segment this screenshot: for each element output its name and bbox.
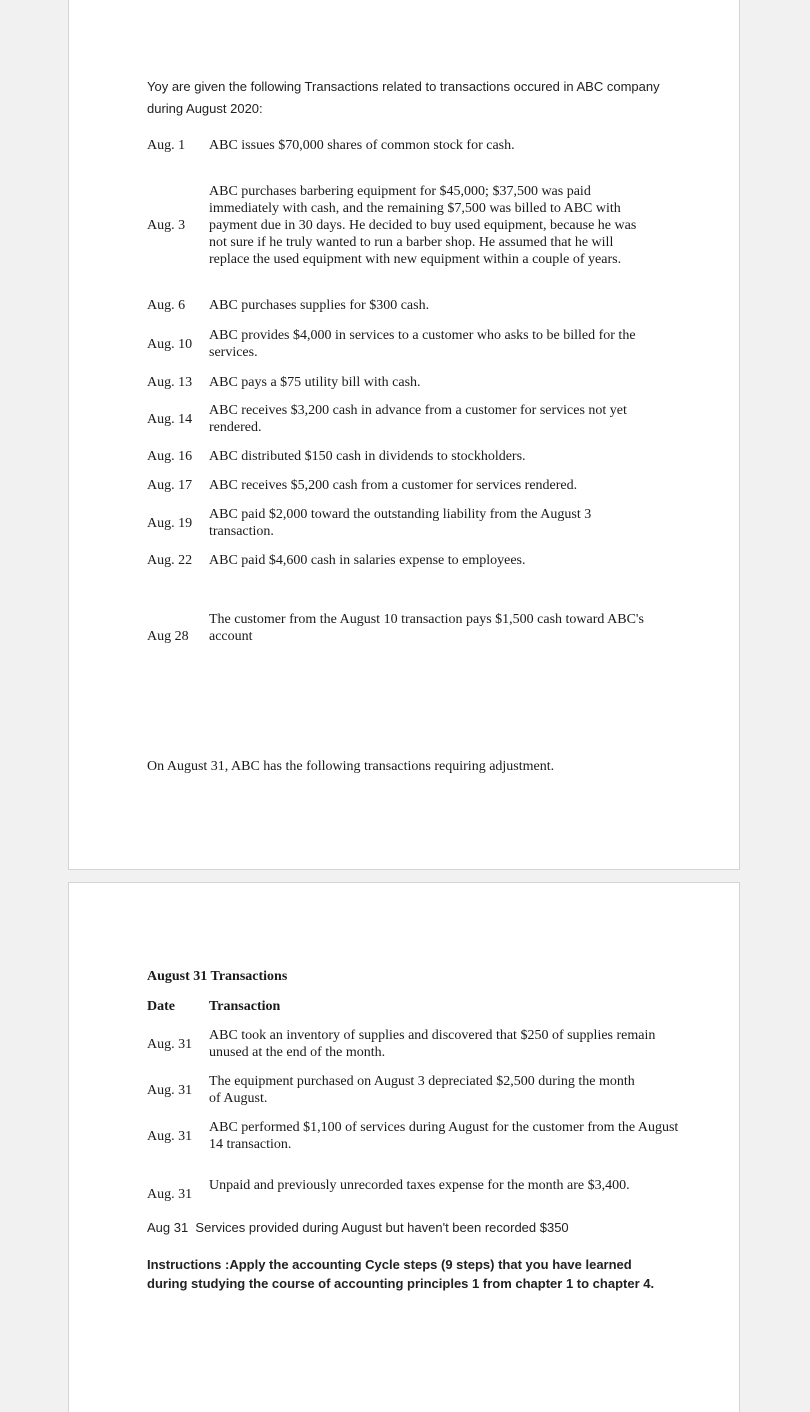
instructions-text: Instructions :Apply the accounting Cycle steps (9 steps) that you have learned during studying the course of accounting principles 1 from chapter 1 to chapter 4.	[147, 1257, 655, 1291]
transaction-date: Aug. 14	[147, 412, 193, 427]
transaction-desc: ABC pays a $75 utility bill with cash.	[209, 375, 421, 390]
transaction-desc: ABC receives $5,200 cash from a customer for services rendered.	[209, 478, 578, 493]
transaction-date: Aug. 1	[147, 138, 186, 153]
column-header-date: Date	[147, 999, 175, 1014]
adjustment-desc: ABC took an inventory of supplies and discovered that $250 of supplies remain unused at the end of the month.	[209, 1028, 656, 1060]
transaction-date: Aug. 6	[147, 298, 186, 313]
intro-text: Yoy are given the following Transactions related to transactions occured in ABC company during August 2020:	[147, 79, 660, 116]
column-header-transaction: Transaction	[209, 999, 281, 1014]
transaction-date: Aug. 22	[147, 553, 193, 568]
document-page-2	[68, 882, 740, 1412]
transaction-date: Aug. 3	[147, 218, 186, 233]
transaction-desc: ABC provides $4,000 in services to a customer who asks to be billed for the services.	[209, 328, 636, 360]
transaction-desc: ABC issues $70,000 shares of common stock for cash.	[209, 138, 515, 153]
adjustment-date: Aug. 31	[147, 1187, 193, 1202]
transaction-date: Aug. 19	[147, 516, 193, 531]
section-title: August 31 Transactions	[147, 969, 288, 984]
adjustment-date: Aug. 31	[147, 1129, 193, 1144]
adjustment-date: Aug. 31	[147, 1037, 193, 1052]
adjustment-desc: ABC performed $1,100 of services during August for the customer from the August 14 transaction.	[209, 1120, 679, 1152]
transaction-desc: ABC distributed $150 cash in dividends to stockholders.	[209, 449, 526, 464]
transaction-date: Aug. 17	[147, 478, 193, 493]
adjustment-desc: Unpaid and previously unrecorded taxes expense for the month are $3,400.	[209, 1178, 630, 1193]
adjustment-date: Aug. 31	[147, 1083, 193, 1098]
transaction-desc: ABC paid $4,600 cash in salaries expense to employees.	[209, 553, 526, 568]
transaction-date: Aug. 10	[147, 337, 193, 352]
adjustment-note: On August 31, ABC has the following transactions requiring adjustment.	[147, 759, 555, 774]
transaction-desc: ABC purchases barbering equipment for $45,000; $37,500 was paid immediately with cash, and the remaining $7,500 was billed to ABC with payment due in 30 days. He decided to buy used equipment, because he was not sure if he truly wanted to run a barber shop. He assumed that he will replace the used equipment with new equipment within a couple of years.	[209, 184, 637, 267]
transaction-date: Aug 28	[147, 629, 189, 644]
extra-adjustment-row: Aug 31 Services provided during August but haven't been recorded $350	[147, 1220, 569, 1235]
transaction-desc: ABC purchases supplies for $300 cash.	[209, 298, 430, 313]
document-page-1	[68, 0, 740, 870]
transaction-desc: ABC receives $3,200 cash in advance from a customer for services not yet rendered.	[209, 403, 627, 435]
transaction-date: Aug. 16	[147, 449, 193, 464]
transaction-desc: ABC paid $2,000 toward the outstanding liability from the August 3 transaction.	[209, 507, 592, 539]
transaction-date: Aug. 13	[147, 375, 193, 390]
transaction-desc: The customer from the August 10 transaction pays $1,500 cash toward ABC's account	[209, 612, 644, 644]
adjustment-desc: The equipment purchased on August 3 depreciated $2,500 during the month of August.	[209, 1074, 635, 1106]
